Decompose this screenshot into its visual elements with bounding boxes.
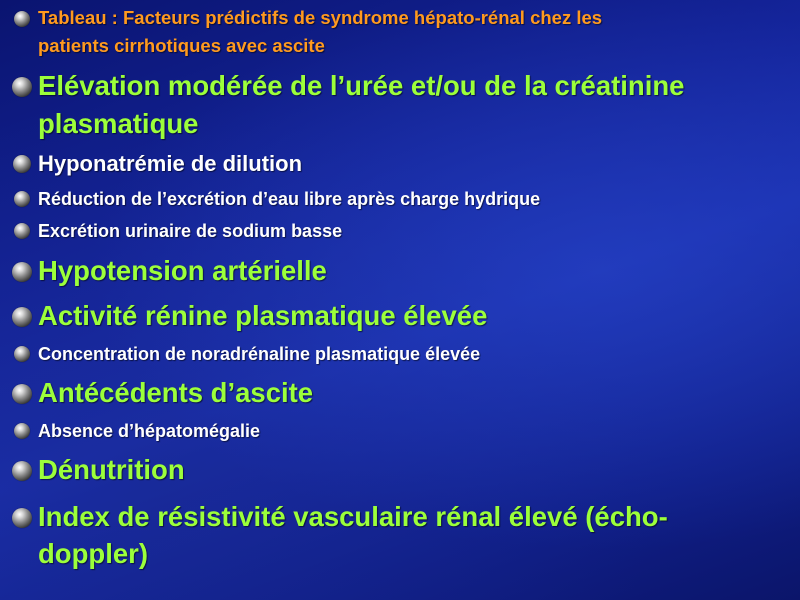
bullet-icon (12, 77, 32, 97)
list-item-text: Excrétion urinaire de sodium basse (38, 221, 343, 241)
bullet-icon (14, 11, 30, 27)
slide-title-line1: Tableau : Facteurs prédictifs de syndrome hépato-rénal chez les (38, 7, 603, 28)
bullet-icon (14, 191, 30, 207)
list-item-text-continued: plasmatique (38, 108, 199, 139)
bullet-icon (12, 307, 32, 327)
bullet-icon (12, 461, 32, 481)
bullet-icon (12, 262, 32, 282)
list-item-text: Activité rénine plasmatique élevée (38, 300, 488, 331)
list-item-text: Hypotension artérielle (38, 255, 327, 286)
list-item-text: Antécédents d’ascite (38, 377, 314, 408)
list-item-text: Elévation modérée de l’urée et/ou de la créatinine (38, 70, 685, 101)
list-item-text: Réduction de l’excrétion d’eau libre après charge hydrique (38, 189, 541, 209)
bullet-icon (14, 346, 30, 362)
list-item-text: Absence d’hépatomégalie (38, 421, 261, 441)
list-item-text: Hyponatrémie de dilution (38, 151, 303, 176)
list-item-text-continued: doppler) (38, 538, 148, 569)
bullet-icon (14, 423, 30, 439)
slide-title-line2: patients cirrhotiques avec ascite (38, 35, 325, 56)
list-item-text: Index de résistivité vasculaire rénal élevé (écho- (38, 501, 668, 532)
bullet-icon (14, 223, 30, 239)
list-item-text: Dénutrition (38, 454, 185, 485)
bullet-icon (13, 155, 31, 173)
list-item-text: Concentration de noradrénaline plasmatique élevée (38, 344, 481, 364)
bullet-icon (12, 508, 32, 528)
bullet-icon (12, 384, 32, 404)
